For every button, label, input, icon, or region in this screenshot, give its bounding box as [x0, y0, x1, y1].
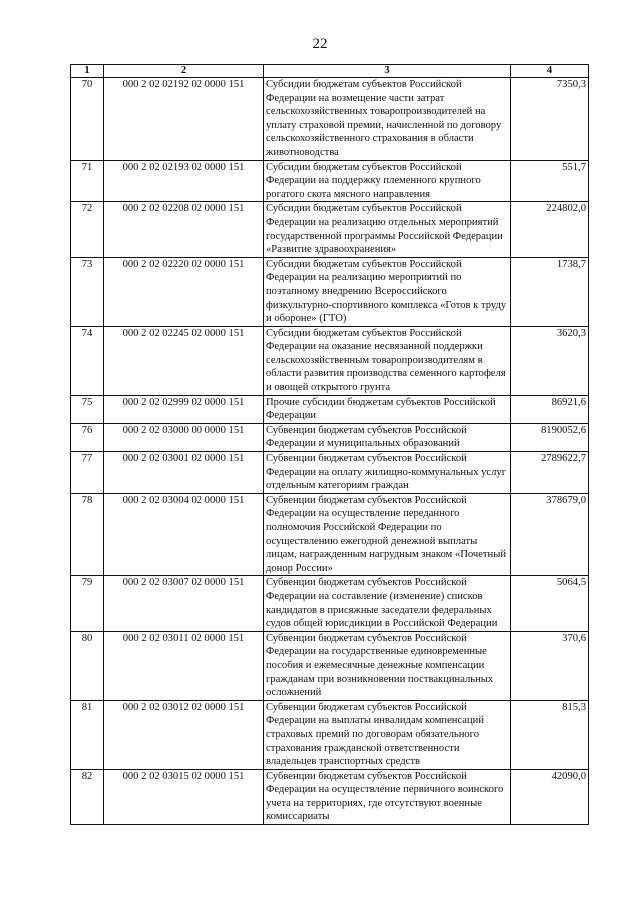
budget-code: 000 2 02 03007 02 0000 151	[104, 576, 264, 631]
table-row	[71, 395, 589, 423]
amount: 7350,3	[511, 78, 589, 161]
budget-code: 000 2 02 03000 00 0000 151	[104, 423, 264, 451]
row-number: 82	[71, 769, 104, 824]
revenue-name: Субсидии бюджетам субъектов Российской Федерации на оказание несвязанной поддержки сельскохозяйственным товаропроизводителям в области развития производства семенного картофеля и овощей открытого грунта	[264, 326, 511, 395]
budget-code: 000 2 02 03012 02 0000 151	[104, 700, 264, 769]
row-number: 70	[71, 78, 104, 161]
budget-code: 000 2 02 02999 02 0000 151	[104, 395, 264, 423]
table-row	[71, 78, 589, 161]
revenue-name: Субсидии бюджетам субъектов Российской Федерации на реализацию мероприятий по поэтапному внедрению Всероссийского физкультурно-спортивного комплекса «Готов к труду и обороне» (ГТО)	[264, 257, 511, 326]
row-number: 77	[71, 452, 104, 494]
column-header-number: 1	[71, 65, 104, 78]
revenue-name: Субсидии бюджетам субъектов Российской Федерации на возмещение части затрат сельскохозяйственных товаропроизводителей на уплату страховой премии, начисленной по договору сельскохозяйственного страхования в области животноводства	[264, 78, 511, 161]
table-row	[71, 160, 589, 202]
revenue-name: Субвенции бюджетам субъектов Российской Федерации и муниципальных образований	[264, 423, 511, 451]
row-number: 74	[71, 326, 104, 395]
column-header-name: 3	[264, 65, 511, 78]
table-row	[71, 769, 589, 824]
row-number: 75	[71, 395, 104, 423]
row-number: 80	[71, 631, 104, 700]
table-row	[71, 202, 589, 257]
table-row	[71, 576, 589, 631]
budget-code: 000 2 02 03011 02 0000 151	[104, 631, 264, 700]
amount: 815,3	[511, 700, 589, 769]
column-header-amount: 4	[511, 65, 589, 78]
table-row	[71, 423, 589, 451]
revenue-name: Субвенции бюджетам субъектов Российской Федерации на государственные единовременные пособия и ежемесячные денежные компенсации гражданам при возникновении поствакцинальных осложнений	[264, 631, 511, 700]
table-row	[71, 631, 589, 700]
amount: 86921,6	[511, 395, 589, 423]
row-number: 81	[71, 700, 104, 769]
row-number: 73	[71, 257, 104, 326]
amount: 2789622,7	[511, 452, 589, 494]
table-header-row	[71, 65, 589, 78]
budget-code: 000 2 02 02192 02 0000 151	[104, 78, 264, 161]
amount: 42090,0	[511, 769, 589, 824]
budget-revenue-table	[70, 64, 589, 825]
table-row	[71, 326, 589, 395]
amount: 378679,0	[511, 493, 589, 576]
amount: 551,7	[511, 160, 589, 202]
row-number: 76	[71, 423, 104, 451]
budget-code: 000 2 02 03015 02 0000 151	[104, 769, 264, 824]
revenue-name: Прочие субсидии бюджетам субъектов Российской Федерации	[264, 395, 511, 423]
amount: 370,6	[511, 631, 589, 700]
amount: 1738,7	[511, 257, 589, 326]
row-number: 71	[71, 160, 104, 202]
row-number: 72	[71, 202, 104, 257]
budget-code: 000 2 02 02193 02 0000 151	[104, 160, 264, 202]
revenue-name: Субвенции бюджетам субъектов Российской Федерации на осуществление первичного воинского учета на территориях, где отсутствуют военные комиссариаты	[264, 769, 511, 824]
revenue-name: Субсидии бюджетам субъектов Российской Федерации на реализацию отдельных мероприятий государственной программы Российской Федерации «Развитие здравоохранения»	[264, 202, 511, 257]
amount: 8190052,6	[511, 423, 589, 451]
table-row	[71, 452, 589, 494]
revenue-name: Субвенции бюджетам субъектов Российской Федерации на составление (изменение) списков кандидатов в присяжные заседатели федеральных судов общей юрисдикции в Российской Федерации	[264, 576, 511, 631]
budget-code: 000 2 02 02208 02 0000 151	[104, 202, 264, 257]
row-number: 79	[71, 576, 104, 631]
column-header-code: 2	[104, 65, 264, 78]
revenue-name: Субсидии бюджетам субъектов Российской Федерации на поддержку племенного крупного рогатого скота мясного направления	[264, 160, 511, 202]
budget-code: 000 2 02 03001 02 0000 151	[104, 452, 264, 494]
page-number: 22	[312, 36, 328, 52]
amount: 3620,3	[511, 326, 589, 395]
revenue-name: Субвенции бюджетам субъектов Российской Федерации на осуществление переданного полномочия Российской Федерации по осуществлению ежегодной денежной выплаты лицам, награжденным нагрудным знаком «Почетный донор России»	[264, 493, 511, 576]
table-row	[71, 493, 589, 576]
budget-code: 000 2 02 03004 02 0000 151	[104, 493, 264, 576]
revenue-name: Субвенции бюджетам субъектов Российской Федерации на оплату жилищно-коммунальных услуг отдельным категориям граждан	[264, 452, 511, 494]
amount: 5064,5	[511, 576, 589, 631]
budget-code: 000 2 02 02245 02 0000 151	[104, 326, 264, 395]
table-row	[71, 700, 589, 769]
budget-code: 000 2 02 02220 02 0000 151	[104, 257, 264, 326]
amount: 224802,0	[511, 202, 589, 257]
table-row	[71, 257, 589, 326]
revenue-name: Субвенции бюджетам субъектов Российской Федерации на выплаты инвалидам компенсаций страховых премий по договорам обязательного страхования гражданской ответственности владельцев транспортных средств	[264, 700, 511, 769]
row-number: 78	[71, 493, 104, 576]
